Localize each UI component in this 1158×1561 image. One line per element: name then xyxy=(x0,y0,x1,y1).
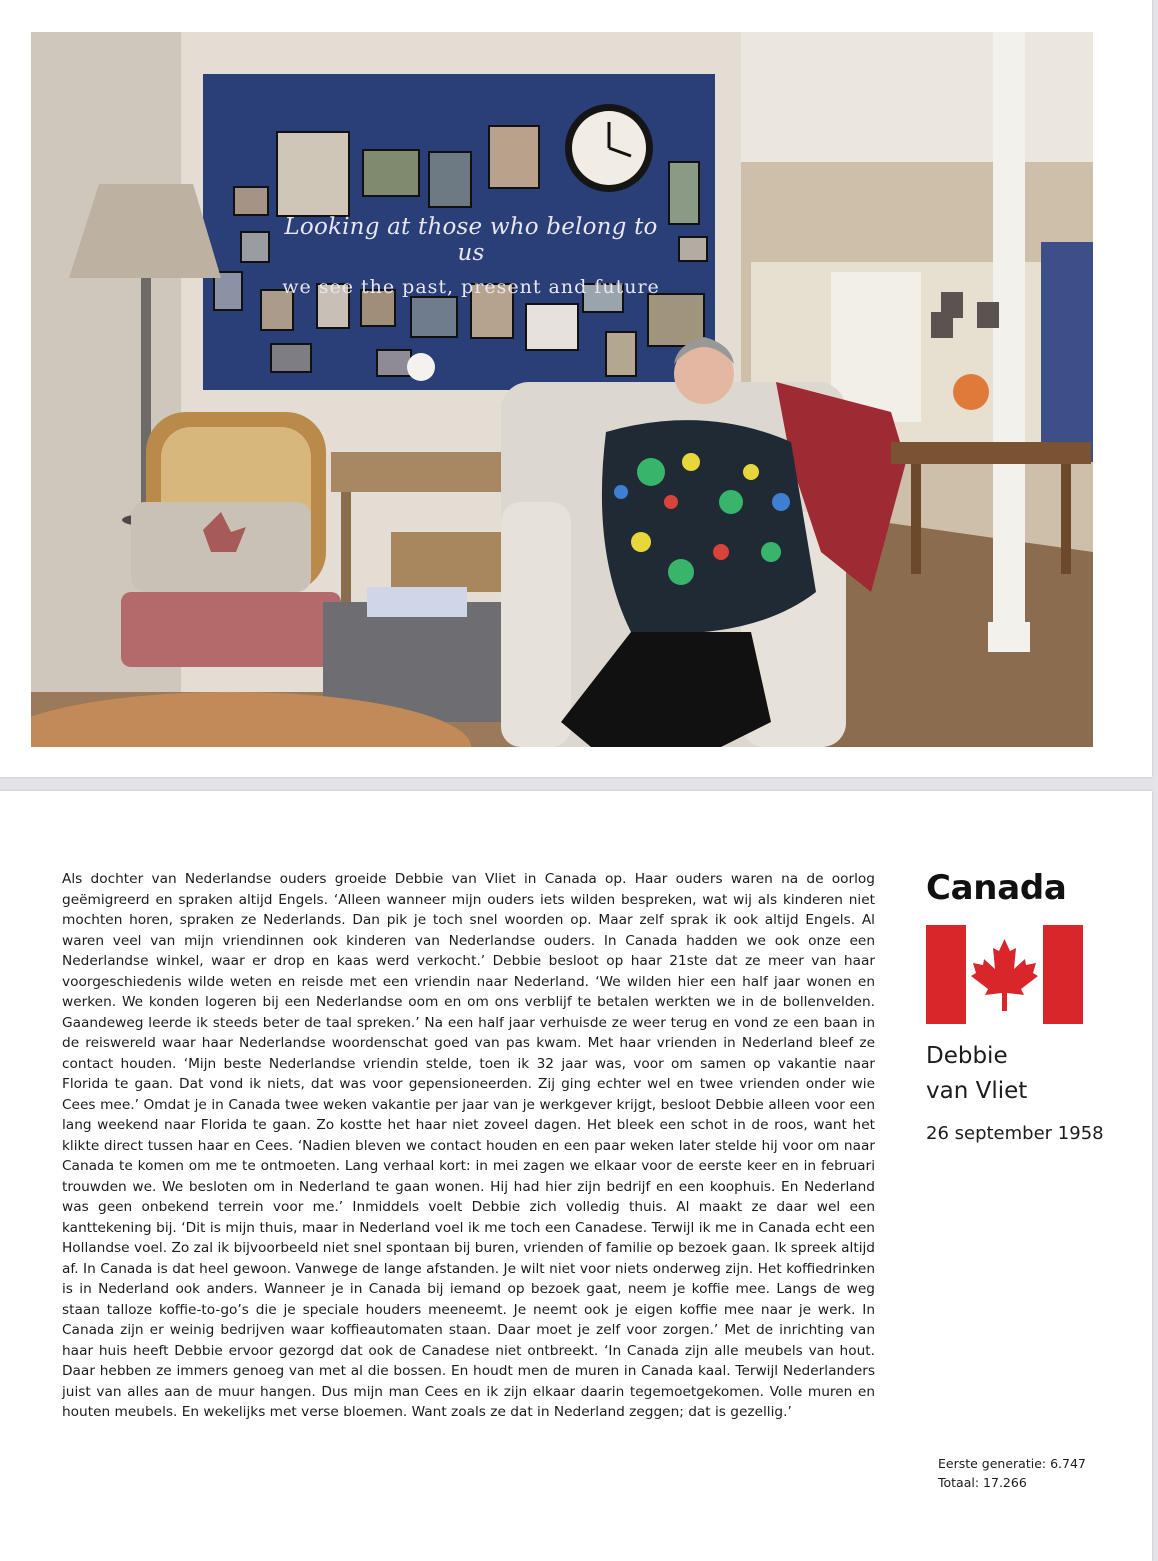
wall-quote xyxy=(281,214,661,298)
generation-stats xyxy=(938,1454,1086,1492)
wall-quote-line-2: we see the past, present and future xyxy=(282,276,660,298)
birthdate: 26 september 1958 xyxy=(926,1123,1104,1144)
article-body: Als dochter van Nederlandse ouders groeide Debbie van Vliet in Canada op. Haar ouders waren na de oorlog geëmigreerd en spraken altijd Engels. ‘Alleen wanneer mijn ouders iets wilden bespreken, wat wij als kinderen niet mochten horen, spraken ze Nederlands. Dan pik je toch snel woorden op. Maar zelf sprak ik ook altijd Engels. Al waren veel van mijn vriendinnen ook kinderen van Nederlandse ouders. In Canada hadden we ook onze een Nederlandse winkel, waar er drop en kaas werd verkocht.’ Debbie besloot op haar 21ste dat ze meer van haar voorgeschiedenis wilde weten en reisde met een vriendin naar Nederland. ‘We wilden hier een half jaar wonen en werken. We konden logeren bij een Nederlandse oom en om ons verblijf te betalen werkten we in de bollenvelden. Gaandeweg leerde ik steeds beter de taal spreken.’ Na een half jaar verhuisde ze weer terug en vond ze een baan in de reiswereld waar haar Nederlandse woordenschat goed van pas kwam. Met haar vrienden in Nederland bleef ze contact houden. ‘Mijn beste Nederlandse vriendin stelde, toen ik 32 jaar was, voor om samen op vakantie naar Florida te gaan. Dat vond ik niets, dat was voor gepensioneerden. Zij ging echter wel en twee vrienden onder wie Cees mee.’ Omdat je in Canada twee weken vakantie per jaar van je werkgever krijgt, besloot Debbie alleen voor een lang weekend naar Florida te gaan. Zo kostte het haar niet zoveel dagen. Het bleek een schot in de roos, want het klikte direct tussen haar en Cees. ‘Nadien bleven we contact houden en een paar weken later stelde hij voor om naar Canada te komen om me te ontmoeten. Lang verhaal kort: in mei zagen we elkaar voor de eerste keer en in februari trouwden we. We besloten om in Nederland te gaan wonen. Hij had hier zijn bedrijf en een koophuis. En Nederland was geen onbekend terrein voor me.’ Inmiddels voelt Debbie zich volledig thuis. Al maakt ze daar wel een kanttekening bij. ‘Dit is mijn thuis, maar in Nederland voel ik me toch een Canadese. Terwijl ik me in Canada echt een Hollandse voel. Zo zal ik bijvoorbeeld niet snel spontaan bij buren, vrienden of familie op bezoek gaan. Ik spreek altijd af. In Canada is dat heel gewoon. Vanwege de lange afstanden. Je wilt niet voor niets onderweg zijn. Het koffiedrinken is in Nederland ook anders. Wanneer je in Canada bij iemand op bezoek gaat, neem je koffie mee. Langs de weg staan talloze koffie-to-go’s die je speciale houders meeneemt. Je neemt ook je eigen koffie mee naar je werk. In Canada zijn er weinig bedrijven waar koffieautomaten staan. Daar moet je zelf voor zorgen.’ Met de inrichting van haar huis heeft Debbie ervoor gezorgd dat ook de Canadese niet ontbreekt. ‘In Canada zijn alle meubels van hout. Daar hebben ze immers genoeg van met al die bossen. En houdt men de muren in Canada kaal. Terwijl Nederlanders juist van alles aan de muur hangen. Dus mijn man Cees en ik zijn elkaar daarin tegemoetgekomen. Volle muren en houten meubels. En wekelijks met verse bloemen. Want zoals ze dat in Nederland zeggen; dat is gezellig.’ xyxy=(62,871,875,1420)
person-last-name: van Vliet xyxy=(926,1078,1028,1104)
country-title: Canada xyxy=(926,868,1067,908)
person-first-name: Debbie xyxy=(926,1043,1008,1069)
canada-flag-icon xyxy=(926,925,1083,1024)
first-generation-count: Eerste generatie: 6.747 xyxy=(938,1456,1086,1471)
total-count: Totaal: 17.266 xyxy=(938,1475,1027,1490)
living-room-illustration xyxy=(31,32,1093,747)
person-name xyxy=(926,1039,1126,1109)
top-page xyxy=(0,0,1152,777)
wall-quote-line-1: Looking at those who belong to us xyxy=(284,214,658,266)
portrait-photo xyxy=(31,32,1093,747)
